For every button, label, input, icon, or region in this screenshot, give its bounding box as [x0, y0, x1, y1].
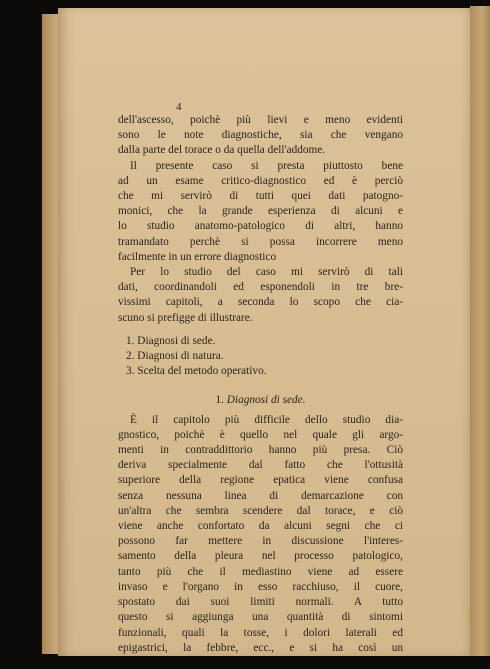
text-line: samento della pleura nel processo patologico,: [118, 550, 403, 563]
text-line: facilmente in un errore diagnostico: [118, 250, 277, 263]
paragraph-3: [118, 265, 403, 326]
paragraph-2: [118, 159, 403, 265]
page-text: [118, 101, 403, 656]
paragraph-4: [118, 413, 403, 656]
section-heading: [118, 393, 403, 408]
right-page-edge: [470, 6, 490, 656]
section-heading-title: Diagnosi di sede.: [226, 394, 306, 407]
list-item: 3. Scelta del metodo operativo.: [126, 365, 267, 378]
text-line: dalla parte del torace o da quella dell'addome.: [118, 144, 326, 157]
text-line: menti in contraddittorio hanno più presa. Ciò: [118, 444, 403, 457]
text-line: possono far mettere in discussione l'interes-: [118, 535, 403, 548]
text-line: funzionali, quali la tosse, i dolori laterali ed: [118, 626, 403, 639]
text-line: senza nessuna linea di demarcazione con: [118, 489, 403, 502]
text-line: dell'ascesso, poichè più lievi e meno evidenti: [118, 114, 403, 126]
text-line: deriva specialmente dal fatto che l'ottusità: [118, 459, 403, 472]
list-item: 2. Diagnosi di natura.: [126, 350, 224, 363]
text-line: spostato dai suoi limiti normali. A tutto: [118, 596, 403, 609]
text-line: questo si aggiunga una quantità di sintomi: [118, 611, 403, 624]
text-line: Il presente caso si presta piuttosto bene: [130, 159, 403, 172]
text-line: epigastrici, la febbre, ecc., e si ha così un: [118, 641, 403, 654]
text-line: È il capitolo più difficile dello studio dia-: [130, 413, 403, 426]
text-line: gnostico, poichè è quello nel quale gli argo-: [118, 428, 403, 441]
text-line: ad un esame critico-diagnostico ed è perciò: [118, 174, 403, 187]
text-line: invaso e l'organo in esso racchiuso, il cuore,: [118, 580, 403, 593]
text-line: dati, coordinandoli ed esponendoli in tre bre-: [118, 281, 403, 294]
text-line: che mi servirò di tutti quei dati patogno-: [118, 190, 403, 203]
text-line: vissimi capitoli, a seconda lo scopo che cia-: [118, 296, 403, 309]
text-line: sono le note diagnostiche, sia che vengano: [118, 129, 403, 142]
text-line: un'altra che sembra scendere dal torace, e ciò: [118, 504, 403, 517]
text-line: Per lo studio del caso mi servirò di tali: [130, 266, 403, 279]
page-number: 4: [176, 101, 182, 113]
text-line: tramandato perchè si possa incorrere meno: [118, 235, 403, 248]
text-line: lo studio anatomo-patologico di altri, hanno: [118, 220, 403, 233]
list-item: 1. Diagnosi di sede.: [126, 334, 216, 347]
chapter-list: [118, 334, 403, 380]
spacer: [118, 326, 403, 334]
text-line: superiore della regione epatica viene confusa: [118, 474, 403, 487]
section-heading-number: 1.: [215, 394, 224, 407]
text-line: viene anche confortato da alcuni segni che ci: [118, 520, 403, 533]
paragraph-1: [118, 113, 403, 159]
text-line: monici, che la grande esperienza di alcuni e: [118, 205, 403, 218]
text-line: scuno si prefigge di illustrare.: [118, 311, 253, 324]
text-line: tanto più che il mediastino viene ad essere: [118, 565, 403, 578]
